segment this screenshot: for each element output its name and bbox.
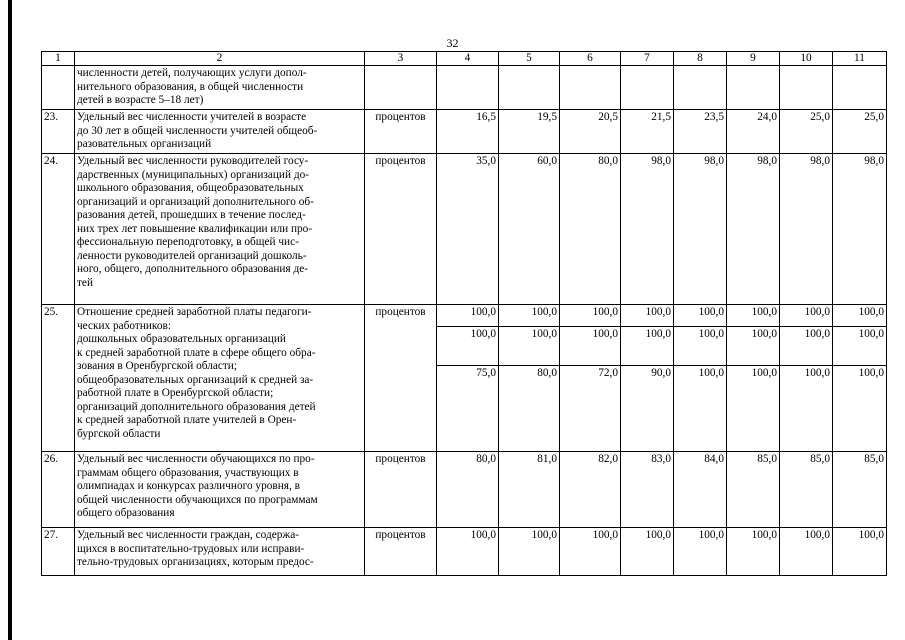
- unit-cell: процентов: [365, 528, 437, 576]
- value-cell: 100,0: [833, 528, 887, 576]
- value-cell: 98,0: [833, 154, 887, 305]
- value-cell: [560, 66, 621, 110]
- value-cell: 100,0: [621, 327, 674, 366]
- header-cell: 4: [437, 52, 499, 66]
- value-cell: 85,0: [780, 452, 833, 528]
- value-cell: [674, 66, 727, 110]
- header-cell: 1: [42, 52, 75, 66]
- table-row: [42, 66, 887, 110]
- value-cell: 60,0: [499, 154, 560, 305]
- indicator-text: Удельный вес численности обучающихся по про- граммам общего образования, участвующих в олимпиадах и конкурсах различного уровня, в общей численности обучающихся по программам общего образования: [75, 452, 365, 528]
- indicator-text-sub1: дошкольных образовательных организаций к средней заработной плате в сфере общего обра- зования в Оренбургской области;: [77, 333, 316, 372]
- value-cell: 24,0: [727, 110, 780, 154]
- value-cell: 35,0: [437, 154, 499, 305]
- value-cell: 98,0: [780, 154, 833, 305]
- value-cell: 21,5: [621, 110, 674, 154]
- unit-cell: процентов: [365, 305, 437, 452]
- value-cell: 16,5: [437, 110, 499, 154]
- value-cell: 20,5: [560, 110, 621, 154]
- value-cell: [499, 66, 560, 110]
- indicators-table: [41, 51, 887, 576]
- value-cell: 80,0: [437, 452, 499, 528]
- value-cell: 100,0: [833, 327, 887, 366]
- header-cell: 5: [499, 52, 560, 66]
- value-cell: 100,0: [727, 327, 780, 366]
- value-cell: 80,0: [499, 366, 560, 452]
- header-cell: 6: [560, 52, 621, 66]
- unit-cell: процентов: [365, 452, 437, 528]
- value-cell: 100,0: [437, 528, 499, 576]
- value-cell: 90,0: [621, 366, 674, 452]
- value-cell: 83,0: [621, 452, 674, 528]
- header-cell: 2: [75, 52, 365, 66]
- value-cell: 98,0: [727, 154, 780, 305]
- header-cell: 9: [727, 52, 780, 66]
- indicator-text: Удельный вес численности руководителей госу- дарственных (муниципальных) организаций до- школьного образования, общеобразовательных организаций и организаций дополнительного об- разования детей, прошедших в течение послед- них трех лет повышение квалификации или про- фессиональную переподготовку, в общей чис- ленности руководителей организаций дошколь- ного, общего, дополнительного образования де- тей: [75, 154, 365, 305]
- indicator-text: [75, 305, 365, 452]
- row-number: 25.: [42, 305, 75, 452]
- indicator-text: Удельный вес численности граждан, содержа- щихся в воспитательно-трудовых или исправи- тельно-трудовых организациях, которым предос-: [75, 528, 365, 576]
- value-cell: 100,0: [674, 327, 727, 366]
- value-cell: 100,0: [499, 528, 560, 576]
- value-cell: 100,0: [674, 528, 727, 576]
- value-cell: 100,0: [780, 366, 833, 452]
- value-cell: 100,0: [437, 305, 499, 327]
- value-cell: 98,0: [674, 154, 727, 305]
- value-cell: 100,0: [833, 305, 887, 327]
- table-row: [42, 528, 887, 576]
- value-cell: 98,0: [621, 154, 674, 305]
- value-cell: 100,0: [780, 327, 833, 366]
- header-cell: 7: [621, 52, 674, 66]
- value-cell: 100,0: [780, 305, 833, 327]
- value-cell: 100,0: [674, 366, 727, 452]
- value-cell: 25,0: [780, 110, 833, 154]
- unit-cell: [365, 66, 437, 110]
- table-row: [42, 452, 887, 528]
- row-number: 23.: [42, 110, 75, 154]
- value-cell: [727, 66, 780, 110]
- table-row: [42, 305, 887, 327]
- value-cell: 100,0: [499, 327, 560, 366]
- row-number: 24.: [42, 154, 75, 305]
- value-cell: 100,0: [727, 366, 780, 452]
- page-number: 32: [446, 36, 459, 50]
- table-row: [42, 154, 887, 305]
- value-cell: 75,0: [437, 366, 499, 452]
- indicator-text-sub2: общеобразовательных организаций к средней за- работной плате в Оренбургской области; организаций дополнительного образования детей к средней заработной плате учителей в Орен- бургской области: [77, 373, 316, 440]
- header-cell: 10: [780, 52, 833, 66]
- table-row: [42, 110, 887, 154]
- value-cell: 85,0: [833, 452, 887, 528]
- value-cell: 23,5: [674, 110, 727, 154]
- value-cell: [833, 66, 887, 110]
- value-cell: 100,0: [727, 528, 780, 576]
- row-number: [42, 66, 75, 110]
- header-cell: 8: [674, 52, 727, 66]
- indicator-text: Удельный вес численности учителей в возрасте до 30 лет в общей численности учителей общеоб- разовательных организаций: [75, 110, 365, 154]
- value-cell: 72,0: [560, 366, 621, 452]
- unit-cell: процентов: [365, 110, 437, 154]
- value-cell: 100,0: [560, 327, 621, 366]
- value-cell: [621, 66, 674, 110]
- value-cell: 82,0: [560, 452, 621, 528]
- indicator-text-intro: Отношение средней заработной платы педагоги- ческих работников:: [77, 306, 312, 332]
- value-cell: 100,0: [560, 305, 621, 327]
- table-header-row: [42, 52, 887, 66]
- value-cell: 100,0: [499, 305, 560, 327]
- value-cell: [437, 66, 499, 110]
- header-cell: 11: [833, 52, 887, 66]
- unit-cell: процентов: [365, 154, 437, 305]
- value-cell: 100,0: [560, 528, 621, 576]
- row-number: 27.: [42, 528, 75, 576]
- value-cell: 85,0: [727, 452, 780, 528]
- value-cell: 80,0: [560, 154, 621, 305]
- value-cell: 84,0: [674, 452, 727, 528]
- indicator-text: численности детей, получающих услуги допол- нительного образования, в общей численности детей в возрасте 5–18 лет): [75, 66, 365, 110]
- value-cell: 100,0: [621, 305, 674, 327]
- row-number: 26.: [42, 452, 75, 528]
- value-cell: 81,0: [499, 452, 560, 528]
- value-cell: 100,0: [780, 528, 833, 576]
- header-cell: 3: [365, 52, 437, 66]
- value-cell: 100,0: [727, 305, 780, 327]
- page-edge-bar: [8, 0, 12, 640]
- value-cell: 100,0: [674, 305, 727, 327]
- value-cell: 19,5: [499, 110, 560, 154]
- value-cell: 100,0: [621, 528, 674, 576]
- value-cell: [780, 66, 833, 110]
- value-cell: 100,0: [437, 327, 499, 366]
- value-cell: 100,0: [833, 366, 887, 452]
- value-cell: 25,0: [833, 110, 887, 154]
